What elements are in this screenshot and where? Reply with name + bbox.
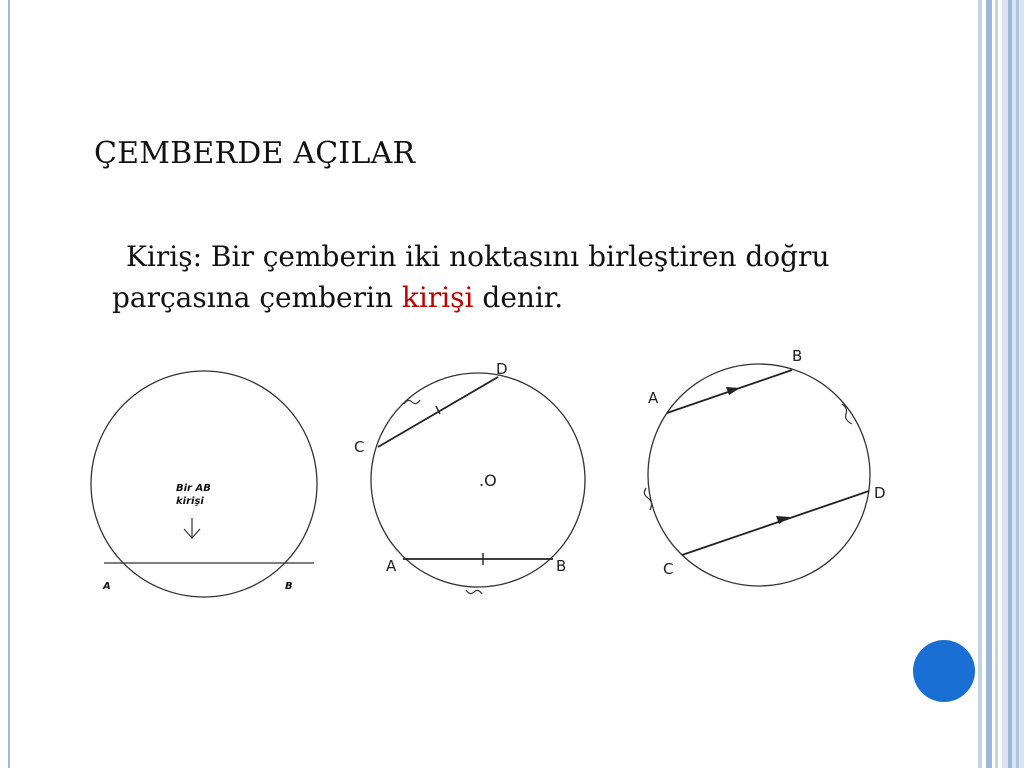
circle-3 [648, 364, 870, 586]
point-label-d: D [496, 360, 508, 378]
chord-caption-line2: kirişi [176, 496, 204, 507]
slide-title: ÇEMBERDE AÇILAR [94, 136, 416, 171]
point-label-c: C [354, 438, 365, 456]
point-label-d: D [874, 484, 886, 502]
point-label-a: A [386, 557, 397, 575]
decorative-blue-circle [913, 640, 975, 702]
figure-1 [91, 371, 317, 597]
arrow-icon [726, 387, 740, 395]
arc-mark [404, 400, 420, 404]
down-arrow-icon [184, 518, 200, 538]
figure-2 [354, 360, 585, 594]
paragraph-text: Kiriş: Bir çemberin iki noktasını birleştiren doğru parçasına çemberin [112, 240, 830, 314]
circle-2 [371, 373, 585, 587]
chord-cd [682, 491, 869, 555]
arc-mark [466, 590, 482, 594]
point-label-b: B [285, 581, 293, 592]
point-label-a: A [103, 581, 111, 592]
point-label-b: B [556, 557, 567, 575]
point-label-b: B [792, 347, 803, 365]
center-label-o: .O [479, 471, 497, 490]
point-label-a: A [648, 389, 659, 407]
paragraph-end: denir. [473, 281, 564, 314]
figure-3 [644, 347, 885, 586]
highlighted-term: kirişi [401, 281, 474, 314]
chord-caption-line1: Bir AB [176, 483, 211, 494]
point-label-c: C [663, 560, 674, 578]
